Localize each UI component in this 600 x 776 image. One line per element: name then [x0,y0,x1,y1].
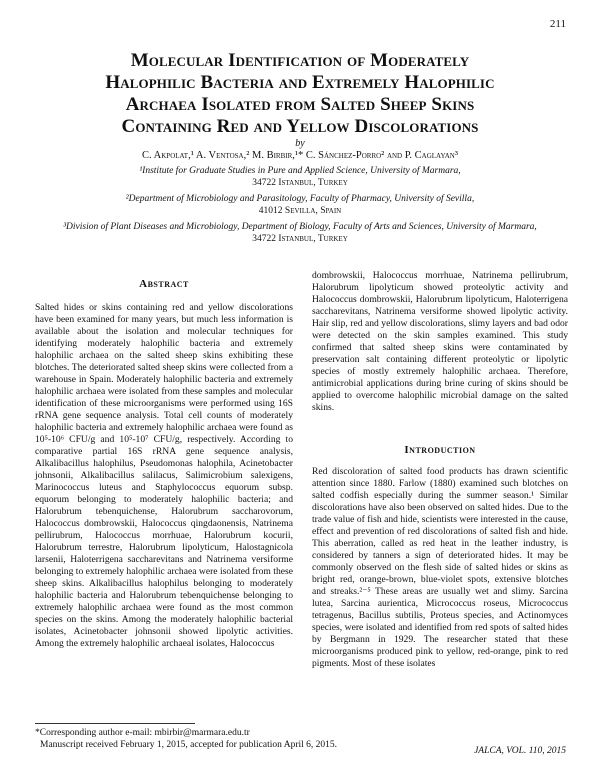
affiliation-3 [30,221,570,245]
affiliation-name: ³Division of Plant Diseases and Microbiology, Department of Biology, Faculty of Arts and Sciences, University of Marmara, [63,222,537,232]
abstract-body-right [312,270,568,414]
abstract-paragraph: Salted hides or skins containing red and yellow discolorations have been examined for many years, but much less information is available about the isolation and molecular techniques for identifying moderately halophilic bacteria and extremely halophilic archaea on the salted sheep skins exhibiting these blotches. The deteriorated salted sheep skins were collected from a warehouse in Spain. Moderately halophilic bacteria and extremely halophilic archaea were isolated from these samples and molecular identification of these microorganisms were performed using 16S rRNA gene sequence analysis. Total cell counts of moderately halophilic bacteria and extremely halophilic archaea were found as 10⁵-10⁶ CFU/g and 10⁵-10⁷ CFU/g, respectively. According to comparative partial 16S rRNA gene sequence analysis, Alkalibacillus halophilus, Pseudomonas halophila, Acinetobacter johnsonii, Alkalibacillus salilacus, Salimicrobium salexigens, Marinococcus luteus and Staphylococcus equorum subsp. equorum belonging to moderately halophilic bacteria; and Halorubrum tebenquichense, Halorubrum saccharovorum, Halococcus dombrowskii, Halococcus qingdaonensis, Natrinema pellirubrum, Halococcus morrhuae, Halorubrum kocurii, Halorubrum terrestre, Halorubrum lipolyticum, Halostagnicola larsenii, Haloterrigena saccharevitans and Natrinema versiforme belonging to extremely halophilic archaea were isolated from these sheep skins. Alkalibacillus halophilus belonging to moderately halophilic bacteria and Halorubrum tebenquichense belonging to extremely halophilic archaea were found as the most common species on the skins. Among the moderately halophilic bacterial isolates, Acinetobacter johnsonii showed lipolytic activities. Among the extremely halophilic archaeal isolates, Halococcus [35,302,293,649]
manuscript-dates-note: Manuscript received February 1, 2015, accepted for publication April 6, 2015. [40,740,338,750]
author-list: C. Akpolat,¹ A. Ventosa,² M. Birbir,¹* C. Sánchez-Porro² and P. Caglayan³ [141,150,459,161]
footnotes [35,727,337,751]
corresponding-author-note: *Corresponding author e-mail: mbirbir@marmara.edu.tr [35,728,250,738]
introduction-heading: Introduction [404,444,476,456]
article-title [60,50,540,138]
introduction-paragraph: Red discoloration of salted food products has drawn scientific attention since 1880. Farlow (1880) examined such blotches on salted codfish especially during the summer season.¹ Similar discolorations have also been observed on salted hides. Due to the trade value of fish and hide, scientists were interested in the cause, effect and prevention of red discolorations of salted fish and hide. This aberration, called as red heat in the leather industry, is considered by tanners a sign of deteriorated hides. It may be commonly observed on the flesh side of salted hides or skins as bright red, orange-brown, blue-violet spots, extensive blotches and streaks.²⁻⁵ These areas are usually wet and slimy. Sarcina lutea, Sarcina aurientica, Micrococcus roseus, Micrococcus tetragenus, Bacillus subtilis, Proteus species, and Actinomyces species, were isolated and identified from red spots of salted hides by Bergmann in 1929. The researcher stated that these microorganisms produced pink to yellow, red-orange, pink to red pigments. Most of these isolates [312,466,568,669]
affiliation-2 [30,193,570,217]
abstract-paragraph-continued: dombrowskii, Halococcus morrhuae, Natrinema pellirubrum, Halorubrum lipolyticum showed proteolytic activity and Halococcus dombrowskii, Halorubrum lipolyticum, Haloterrigena saccharevitans, Natrinema versiforme showed lipolytic activity. Hair slip, red and yellow discolorations, slimy layers and bad odor were detected on the skin samples examined. This study confirmed that salted sheep skins were contaminated by preservation salt containing different proteolytic or lipolytic species of mostly extremely halophilic archaea. Therefore, antimicrobial applications during brine curing of skins should be applied to overcome halophilic microbial damage on the salted skins. [312,270,568,413]
journal-footer: JALCA, VOL. 110, 2015 [474,746,566,756]
abstract-body-left [35,302,293,650]
title-line: Molecular Identification of Moderately [130,50,470,71]
affiliation-1 [30,165,570,189]
introduction-body [312,466,568,670]
abstract-heading: Abstract [139,278,189,290]
title-line: Halophilic Bacteria and Extremely Halophilic [105,72,495,93]
affiliation-address: 34722 Istanbul, Turkey [252,234,348,244]
title-line: Archaea Isolated from Salted Sheep Skins [125,94,475,115]
page-number: 211 [549,18,566,30]
footnote-rule [35,723,195,724]
affiliation-name: ²Department of Microbiology and Parasitology, Faculty of Pharmacy, University of Sevilla, [125,194,475,204]
affiliation-address: 34722 Istanbul, Turkey [252,178,348,188]
affiliation-address: 41012 Sevilla, Spain [258,206,342,216]
affiliation-name: ¹Institute for Graduate Studies in Pure and Applied Science, University of Marmara, [139,166,461,176]
by-line: by [295,138,305,149]
title-line: Containing Red and Yellow Discolorations [121,116,479,137]
